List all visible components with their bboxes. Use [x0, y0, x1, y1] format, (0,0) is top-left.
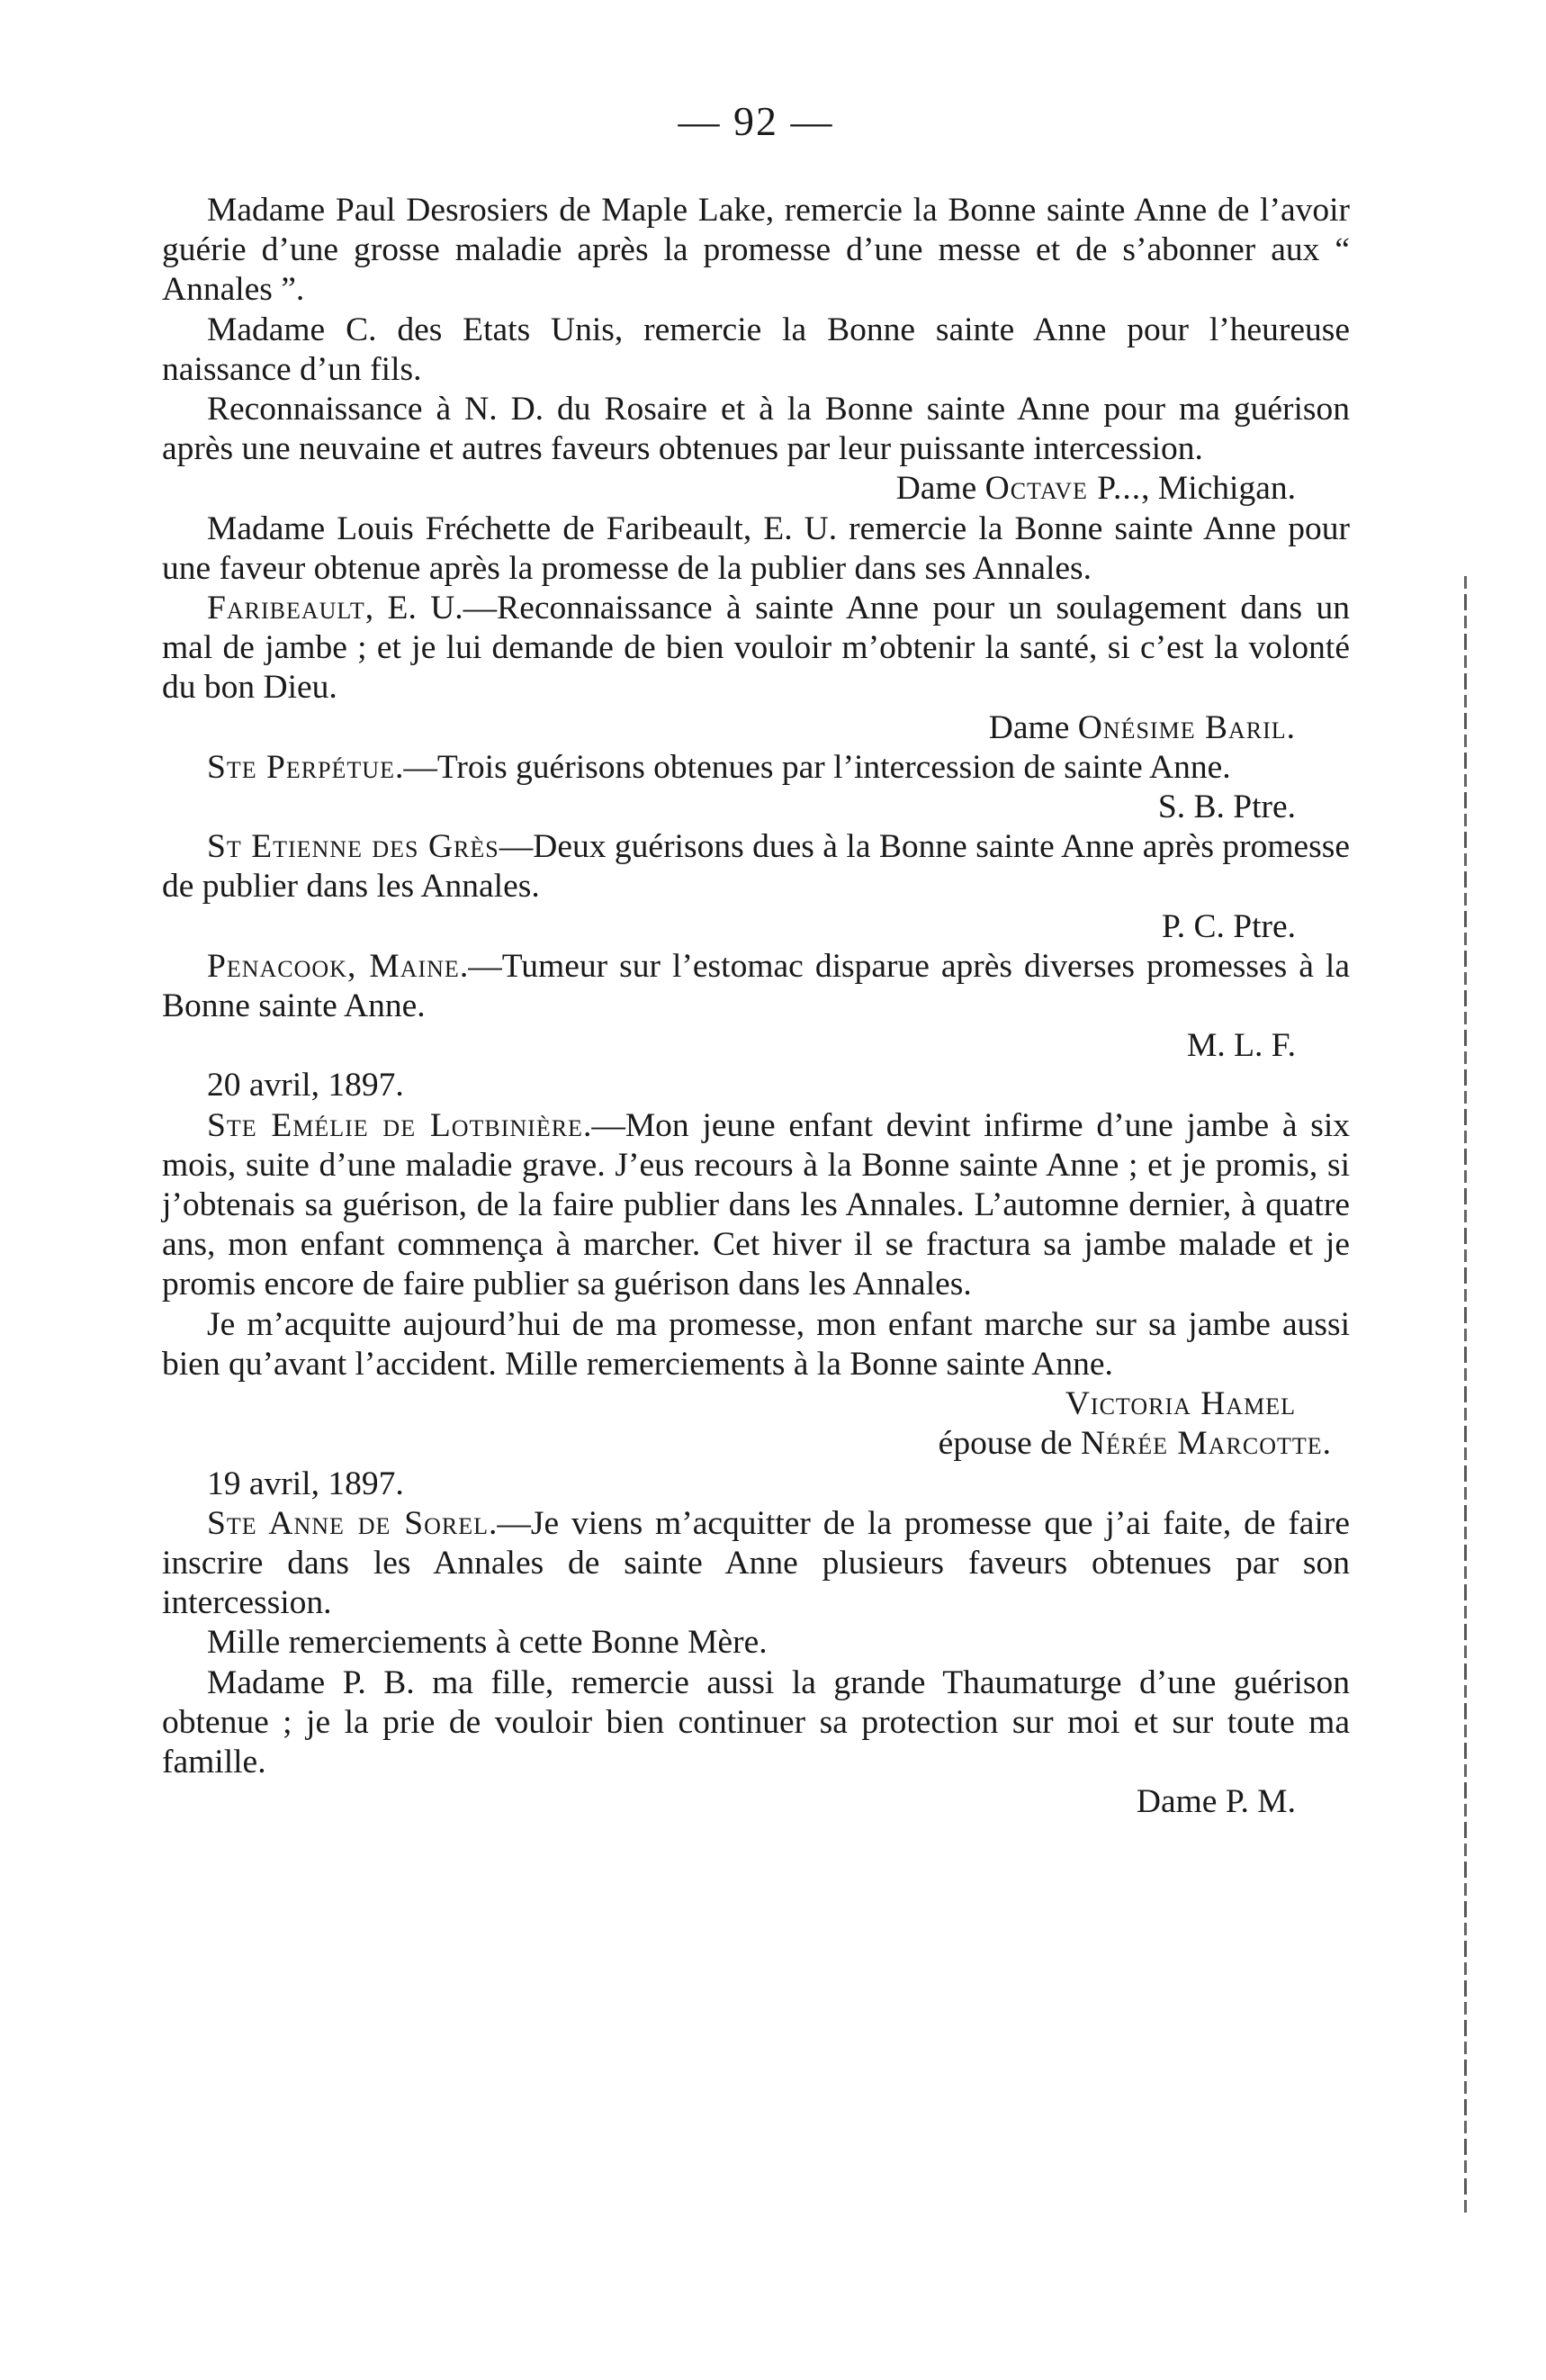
paragraph-penacook: Penacook, Maine.—Tumeur sur l’estomac disparue après diverses promesses à la Bonne sainte Anne. — [162, 947, 1351, 1025]
place-lotbiniere: Ste Emélie de Lotbinière — [207, 1106, 583, 1144]
page-number: — 92 — — [678, 98, 834, 144]
date-20-avril: 20 avril, 1897. — [207, 1067, 404, 1104]
paragraph-acquitte: Je m’acquitte aujourd’hui de ma promesse, mon enfant marche sur sa jambe aussi bien qu’avant l’accident. Mille remerciements à la Bonne sainte Anne. — [162, 1305, 1350, 1383]
signature-octave: Dame Octave P..., Michigan. — [895, 470, 1296, 508]
page-edge-mark — [1464, 576, 1467, 2214]
paragraph-remerciements: Mille remerciements à cette Bonne Mère. — [207, 1624, 768, 1662]
signature-pm: Dame P. M. — [1136, 1783, 1296, 1821]
document-page — [162, 0, 1350, 2380]
place-perpetue: Ste Perpétue — [207, 748, 395, 786]
signature-pc: P. C. Ptre. — [1162, 907, 1296, 945]
paragraph-perpetue: Ste Perpétue.—Trois guérisons obtenues par l’intercession de sainte Anne. — [207, 748, 1231, 786]
signature-sb: S. B. Ptre. — [1157, 789, 1296, 826]
paragraph-thaumaturge: Madame P. B. ma fille, remercie aussi la grande Thaumaturge d’une guérison obtenue ; je la prie de vouloir bien continuer sa protection sur moi et sur toute ma famille. — [162, 1663, 1350, 1780]
paragraph-desrosiers: Madame Paul Desrosiers de Maple Lake, remercie la Bonne sainte Anne de l’avoir guérie d’une grosse maladie après la promesse d’une messe et de s’abonner aux “ Annales ”. — [162, 192, 1350, 309]
page-content — [162, 191, 1350, 1822]
paragraph-sorel: Ste Anne de Sorel.—Je viens m’acquitter de la promesse que j’ai faite, de faire inscrire dans les Annales de sainte Anne plusieurs faveurs obtenues par son intercession. — [162, 1504, 1351, 1622]
signature-baril: Dame Onésime Baril. — [988, 708, 1296, 746]
paragraph-rosaire: Reconnaissance à N. D. du Rosaire et à la Bonne sainte Anne pour ma guérison après une neuvaine et autres faveurs obtenues par leur puissante intercession. — [162, 391, 1350, 468]
paragraph-faribeault: Faribeault, E. U.—Reconnaissance à sainte Anne pour un soulagement dans un mal de jambe ; et je lui demande de bien vouloir m’obtenir la santé, si c’est la volonté du bon Dieu. — [162, 590, 1350, 707]
place-faribeault: Faribeault — [207, 590, 365, 627]
paragraph-frechette: Madame Louis Fréchette de Faribeault, E. U. remercie la Bonne sainte Anne pour une faveur obtenue après la promesse de la publier dans ses Annales. — [162, 509, 1350, 587]
paragraph-madame-c: Madame C. des Etats Unis, remercie la Bonne sainte Anne pour l’heureuse naissance d’un fils. — [162, 311, 1350, 388]
date-19-avril: 19 avril, 1897. — [207, 1465, 404, 1502]
signature-marcotte: épouse de Nérée Marcotte. — [938, 1425, 1332, 1463]
signature-mlf: M. L. F. — [1187, 1027, 1296, 1065]
signature-hamel: Victoria Hamel — [1065, 1385, 1296, 1423]
place-etienne: St Etienne des Grès — [207, 828, 499, 866]
place-sorel: Ste Anne de Sorel — [207, 1504, 490, 1542]
paragraph-etienne: St Etienne des Grès—Deux guérisons dues à la Bonne sainte Anne après promesse de publier dans les Annales. — [162, 828, 1350, 906]
place-penacook: Penacook, Maine — [207, 947, 460, 985]
paragraph-lotbiniere: Ste Emélie de Lotbinière.—Mon jeune enfant devint infirme d’une jambe à six mois, suite d’une maladie grave. J’eus recours à la Bonne sainte Anne ; et je promis, si j’obtenais sa guérison, de la faire publier dans les Annales. L’automne dernier, à quatre ans, mon enfant commença à marcher. Cet hiver il se fractura sa jambe malade et je promis encore de faire publier sa guérison dans les Annales. — [162, 1106, 1350, 1303]
